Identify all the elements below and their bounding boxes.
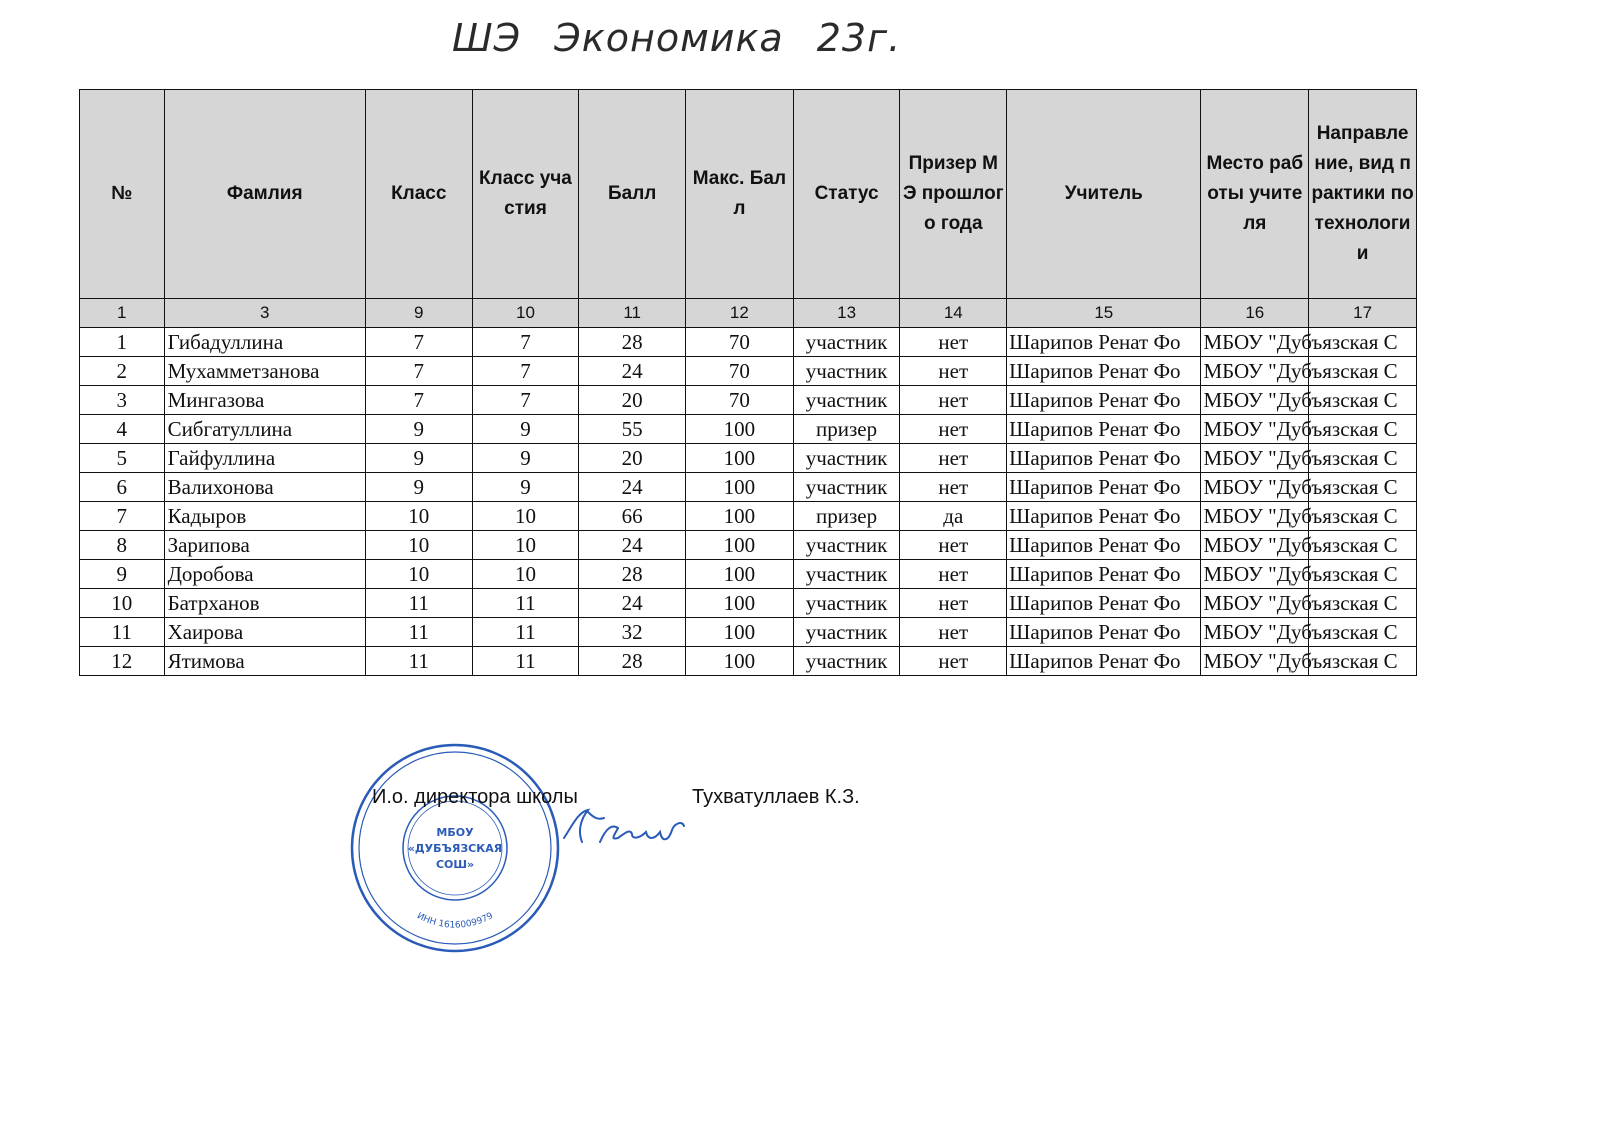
cell-max-score: 100 <box>686 444 794 473</box>
table-row <box>80 444 1417 473</box>
column-header: Статус <box>793 90 900 299</box>
cell-num: 4 <box>80 415 165 444</box>
cell-max-score: 70 <box>686 386 794 415</box>
cell-max-score: 70 <box>686 357 794 386</box>
cell-grade: 7 <box>365 357 472 386</box>
cell-grade-participation: 9 <box>472 444 579 473</box>
cell-prev-winner: да <box>900 502 1007 531</box>
cell-surname: Хаирова <box>164 618 365 647</box>
cell-status: призер <box>793 415 900 444</box>
cell-grade: 9 <box>365 444 472 473</box>
cell-num: 12 <box>80 647 165 676</box>
cell-num: 11 <box>80 618 165 647</box>
cell-grade-participation: 10 <box>472 502 579 531</box>
cell-grade-participation: 11 <box>472 647 579 676</box>
cell-grade: 10 <box>365 531 472 560</box>
column-header: Фамлия <box>164 90 365 299</box>
column-number-cell: 17 <box>1309 299 1417 328</box>
cell-workplace: МБОУ "Дубъязская С <box>1201 618 1309 647</box>
cell-status: участник <box>793 618 900 647</box>
cell-surname: Гибадуллина <box>164 328 365 357</box>
cell-status: участник <box>793 473 900 502</box>
cell-grade: 10 <box>365 560 472 589</box>
cell-score: 20 <box>579 444 686 473</box>
column-header: Класс участия <box>472 90 579 299</box>
school-stamp <box>345 738 565 953</box>
cell-num: 9 <box>80 560 165 589</box>
cell-surname: Батрханов <box>164 589 365 618</box>
results-table <box>79 89 1417 676</box>
column-header: Балл <box>579 90 686 299</box>
signer-name: Тухватуллаев К.З. <box>692 786 860 808</box>
cell-status: участник <box>793 560 900 589</box>
cell-teacher: Шарипов Ренат Фо <box>1007 589 1201 618</box>
table-row <box>80 415 1417 444</box>
stamp-inn-text: ИНН 1616009979 <box>415 911 495 931</box>
column-number-cell: 14 <box>900 299 1007 328</box>
cell-grade-participation: 10 <box>472 531 579 560</box>
cell-status: участник <box>793 589 900 618</box>
cell-num: 8 <box>80 531 165 560</box>
cell-num: 2 <box>80 357 165 386</box>
cell-prev-winner: нет <box>900 618 1007 647</box>
cell-surname: Валихонова <box>164 473 365 502</box>
stamp-text-line: МБОУ <box>436 826 474 839</box>
cell-teacher: Шарипов Ренат Фо <box>1007 502 1201 531</box>
table-row <box>80 618 1417 647</box>
column-header: Класс <box>365 90 472 299</box>
cell-surname: Гайфуллина <box>164 444 365 473</box>
cell-grade: 9 <box>365 473 472 502</box>
cell-prev-winner: нет <box>900 589 1007 618</box>
cell-workplace: МБОУ "Дубъязская С <box>1201 444 1309 473</box>
table-row <box>80 531 1417 560</box>
column-number-row <box>80 299 1417 328</box>
table-row <box>80 502 1417 531</box>
cell-workplace: МБОУ "Дубъязская С <box>1201 357 1309 386</box>
table-row <box>80 589 1417 618</box>
cell-score: 20 <box>579 386 686 415</box>
cell-grade: 11 <box>365 589 472 618</box>
header-row <box>80 90 1417 299</box>
cell-num: 6 <box>80 473 165 502</box>
cell-teacher: Шарипов Ренат Фо <box>1007 415 1201 444</box>
cell-max-score: 100 <box>686 415 794 444</box>
cell-workplace: МБОУ "Дубъязская С <box>1201 473 1309 502</box>
cell-status: участник <box>793 357 900 386</box>
cell-max-score: 100 <box>686 502 794 531</box>
cell-teacher: Шарипов Ренат Фо <box>1007 473 1201 502</box>
cell-teacher: Шарипов Ренат Фо <box>1007 444 1201 473</box>
cell-max-score: 100 <box>686 531 794 560</box>
column-number-cell: 13 <box>793 299 900 328</box>
column-header: № <box>80 90 165 299</box>
cell-max-score: 100 <box>686 647 794 676</box>
table-row <box>80 386 1417 415</box>
cell-max-score: 100 <box>686 589 794 618</box>
cell-workplace: МБОУ "Дубъязская С <box>1201 502 1309 531</box>
stamp-text-line: СОШ» <box>435 858 475 871</box>
cell-teacher: Шарипов Ренат Фо <box>1007 560 1201 589</box>
cell-workplace: МБОУ "Дубъязская С <box>1201 328 1309 357</box>
cell-score: 24 <box>579 589 686 618</box>
cell-grade-participation: 10 <box>472 560 579 589</box>
cell-score: 24 <box>579 357 686 386</box>
cell-surname: Зарипова <box>164 531 365 560</box>
cell-surname: Доробова <box>164 560 365 589</box>
cell-score: 28 <box>579 647 686 676</box>
cell-workplace: МБОУ "Дубъязская С <box>1201 531 1309 560</box>
column-header: Макс. Балл <box>686 90 794 299</box>
cell-num: 1 <box>80 328 165 357</box>
cell-surname: Кадыров <box>164 502 365 531</box>
cell-surname: Мухамметзанова <box>164 357 365 386</box>
cell-num: 5 <box>80 444 165 473</box>
cell-teacher: Шарипов Ренат Фо <box>1007 531 1201 560</box>
cell-grade-participation: 11 <box>472 589 579 618</box>
column-number-cell: 3 <box>164 299 365 328</box>
handwritten-title: ШЭ Экономика 23г. <box>452 16 902 60</box>
cell-max-score: 70 <box>686 328 794 357</box>
cell-workplace: МБОУ "Дубъязская С <box>1201 415 1309 444</box>
cell-num: 7 <box>80 502 165 531</box>
cell-score: 24 <box>579 473 686 502</box>
signer-role: И.о. директора школы <box>372 786 578 808</box>
cell-score: 55 <box>579 415 686 444</box>
cell-score: 24 <box>579 531 686 560</box>
cell-status: участник <box>793 444 900 473</box>
cell-status: участник <box>793 328 900 357</box>
cell-status: участник <box>793 531 900 560</box>
column-number-cell: 9 <box>365 299 472 328</box>
cell-prev-winner: нет <box>900 357 1007 386</box>
cell-grade: 7 <box>365 328 472 357</box>
cell-teacher: Шарипов Ренат Фо <box>1007 386 1201 415</box>
cell-prev-winner: нет <box>900 647 1007 676</box>
column-number-cell: 15 <box>1007 299 1201 328</box>
cell-workplace: МБОУ "Дубъязская С <box>1201 386 1309 415</box>
cell-workplace: МБОУ "Дубъязская С <box>1201 647 1309 676</box>
cell-grade-participation: 7 <box>472 357 579 386</box>
cell-workplace: МБОУ "Дубъязская С <box>1201 560 1309 589</box>
cell-grade: 7 <box>365 386 472 415</box>
cell-surname: Мингазова <box>164 386 365 415</box>
column-number-cell: 12 <box>686 299 794 328</box>
cell-grade-participation: 11 <box>472 618 579 647</box>
cell-prev-winner: нет <box>900 473 1007 502</box>
cell-max-score: 100 <box>686 560 794 589</box>
cell-grade-participation: 9 <box>472 473 579 502</box>
cell-teacher: Шарипов Ренат Фо <box>1007 647 1201 676</box>
table-body <box>80 328 1417 676</box>
cell-status: участник <box>793 386 900 415</box>
cell-prev-winner: нет <box>900 531 1007 560</box>
handwritten-signature <box>560 798 690 858</box>
cell-max-score: 100 <box>686 473 794 502</box>
signature-block <box>345 738 905 968</box>
cell-prev-winner: нет <box>900 328 1007 357</box>
cell-score: 28 <box>579 560 686 589</box>
cell-grade: 9 <box>365 415 472 444</box>
table-row <box>80 328 1417 357</box>
column-number-cell: 11 <box>579 299 686 328</box>
cell-prev-winner: нет <box>900 560 1007 589</box>
cell-status: участник <box>793 647 900 676</box>
column-number-cell: 16 <box>1201 299 1309 328</box>
cell-grade-participation: 7 <box>472 328 579 357</box>
column-header: Направление, вид практики по технологии <box>1309 90 1417 299</box>
table-row <box>80 473 1417 502</box>
cell-teacher: Шарипов Ренат Фо <box>1007 357 1201 386</box>
column-header: Учитель <box>1007 90 1201 299</box>
column-header: Призер МЭ прошлого года <box>900 90 1007 299</box>
table-row <box>80 647 1417 676</box>
table-row <box>80 357 1417 386</box>
cell-score: 32 <box>579 618 686 647</box>
column-number-cell: 1 <box>80 299 165 328</box>
cell-teacher: Шарипов Ренат Фо <box>1007 328 1201 357</box>
cell-workplace: МБОУ "Дубъязская С <box>1201 589 1309 618</box>
cell-prev-winner: нет <box>900 386 1007 415</box>
cell-score: 28 <box>579 328 686 357</box>
cell-surname: Сибгатуллина <box>164 415 365 444</box>
cell-surname: Ятимова <box>164 647 365 676</box>
cell-grade-participation: 9 <box>472 415 579 444</box>
cell-grade: 11 <box>365 618 472 647</box>
cell-grade-participation: 7 <box>472 386 579 415</box>
cell-teacher: Шарипов Ренат Фо <box>1007 618 1201 647</box>
cell-status: призер <box>793 502 900 531</box>
cell-grade: 11 <box>365 647 472 676</box>
cell-num: 3 <box>80 386 165 415</box>
cell-score: 66 <box>579 502 686 531</box>
cell-prev-winner: нет <box>900 444 1007 473</box>
cell-prev-winner: нет <box>900 415 1007 444</box>
column-number-cell: 10 <box>472 299 579 328</box>
cell-num: 10 <box>80 589 165 618</box>
cell-grade: 10 <box>365 502 472 531</box>
table-row <box>80 560 1417 589</box>
stamp-text-line: «ДУБЪЯЗСКАЯ <box>407 842 503 855</box>
cell-max-score: 100 <box>686 618 794 647</box>
column-header: Место работы учителя <box>1201 90 1309 299</box>
